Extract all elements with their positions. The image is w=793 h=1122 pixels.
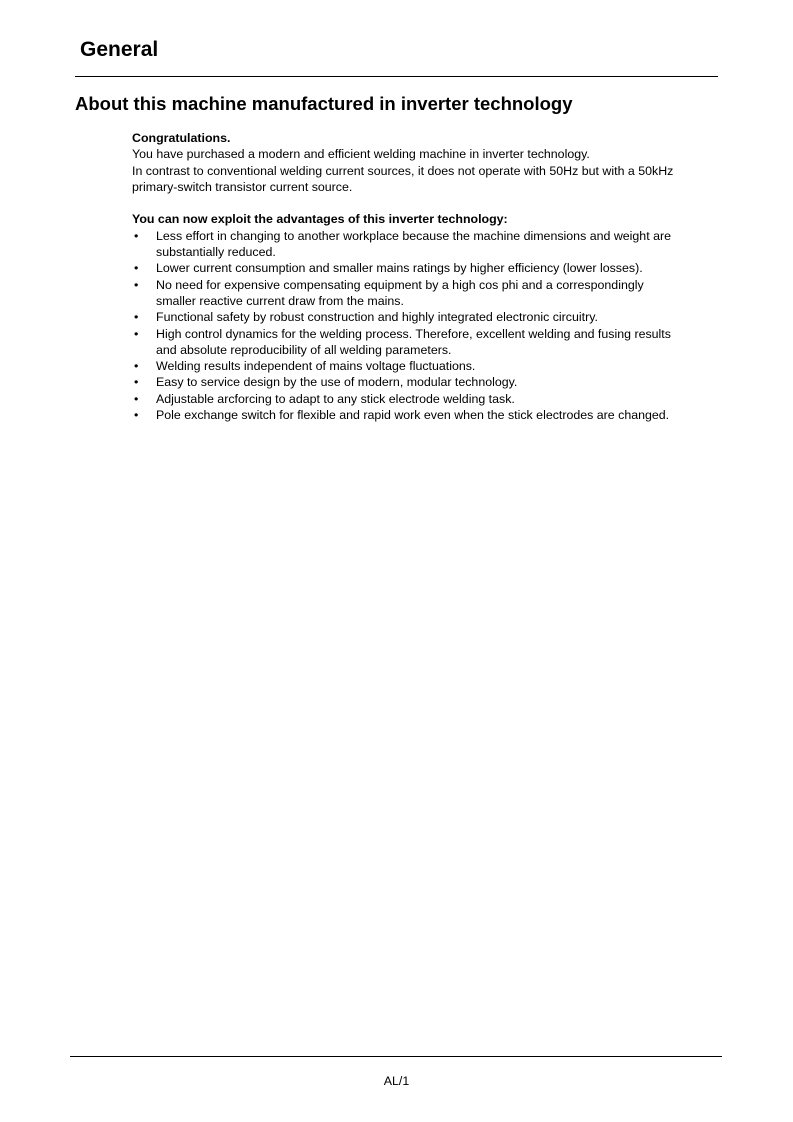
list-item-line: Pole exchange switch for flexible and rapid work even when the stick electrodes are changed.	[156, 408, 670, 423]
bullet-icon: •	[134, 359, 139, 374]
list-item	[132, 374, 722, 390]
list-item-line: Easy to service design by the use of modern, modular technology.	[156, 375, 518, 390]
bullet-icon: •	[134, 228, 139, 243]
list-item-line: No need for expensive compensating equipment by a high cos phi and a correspondingly	[156, 277, 644, 292]
list-item-line: Welding results independent of mains voltage fluctuations.	[156, 359, 476, 374]
bullet-icon: •	[134, 310, 139, 325]
list-item	[132, 391, 722, 407]
bullet-icon: •	[134, 326, 139, 341]
advantages-list	[132, 228, 722, 424]
list-item-line: High control dynamics for the welding process. Therefore, excellent welding and fusing results	[156, 326, 671, 341]
list-item-line: smaller reactive current draw from the mains.	[156, 293, 404, 308]
footer-divider	[70, 1056, 722, 1057]
list-item	[132, 358, 722, 374]
list-item	[132, 326, 722, 359]
intro-line: In contrast to conventional welding current sources, it does not operate with 50Hz but with a 50kHz	[132, 163, 674, 178]
advantages-heading: You can now exploit the advantages of this inverter technology:	[132, 212, 508, 227]
section-title: About this machine manufactured in inverter technology	[75, 93, 573, 114]
list-item	[132, 277, 722, 310]
bullet-icon: •	[134, 261, 139, 276]
list-item	[132, 309, 722, 325]
list-item-line: Functional safety by robust construction and highly integrated electronic circuitry.	[156, 310, 598, 325]
intro-heading: Congratulations.	[132, 131, 231, 145]
document-body	[132, 130, 722, 423]
list-item-line: Lower current consumption and smaller mains ratings by higher efficiency (lower losses).	[156, 261, 643, 276]
list-item-line: and absolute reproducibility of all welding parameters.	[156, 342, 452, 357]
list-item-line: substantially reduced.	[156, 245, 276, 260]
list-item	[132, 260, 722, 276]
page-header-title: General	[80, 38, 159, 61]
list-item-line: Less effort in changing to another workplace because the machine dimensions and weight are	[156, 228, 671, 243]
list-item	[132, 407, 722, 423]
bullet-icon: •	[134, 391, 139, 406]
paragraph-spacer	[132, 195, 722, 211]
intro-line: You have purchased a modern and efficient welding machine in inverter technology.	[132, 147, 590, 162]
list-item-line: Adjustable arcforcing to adapt to any stick electrode welding task.	[156, 391, 515, 406]
bullet-icon: •	[134, 277, 139, 292]
header-divider	[75, 76, 718, 77]
list-item	[132, 228, 722, 261]
intro-line: primary-switch transistor current source.	[132, 179, 353, 194]
bullet-icon: •	[134, 375, 139, 390]
page-number: AL/1	[383, 1074, 410, 1088]
bullet-icon: •	[134, 408, 139, 423]
